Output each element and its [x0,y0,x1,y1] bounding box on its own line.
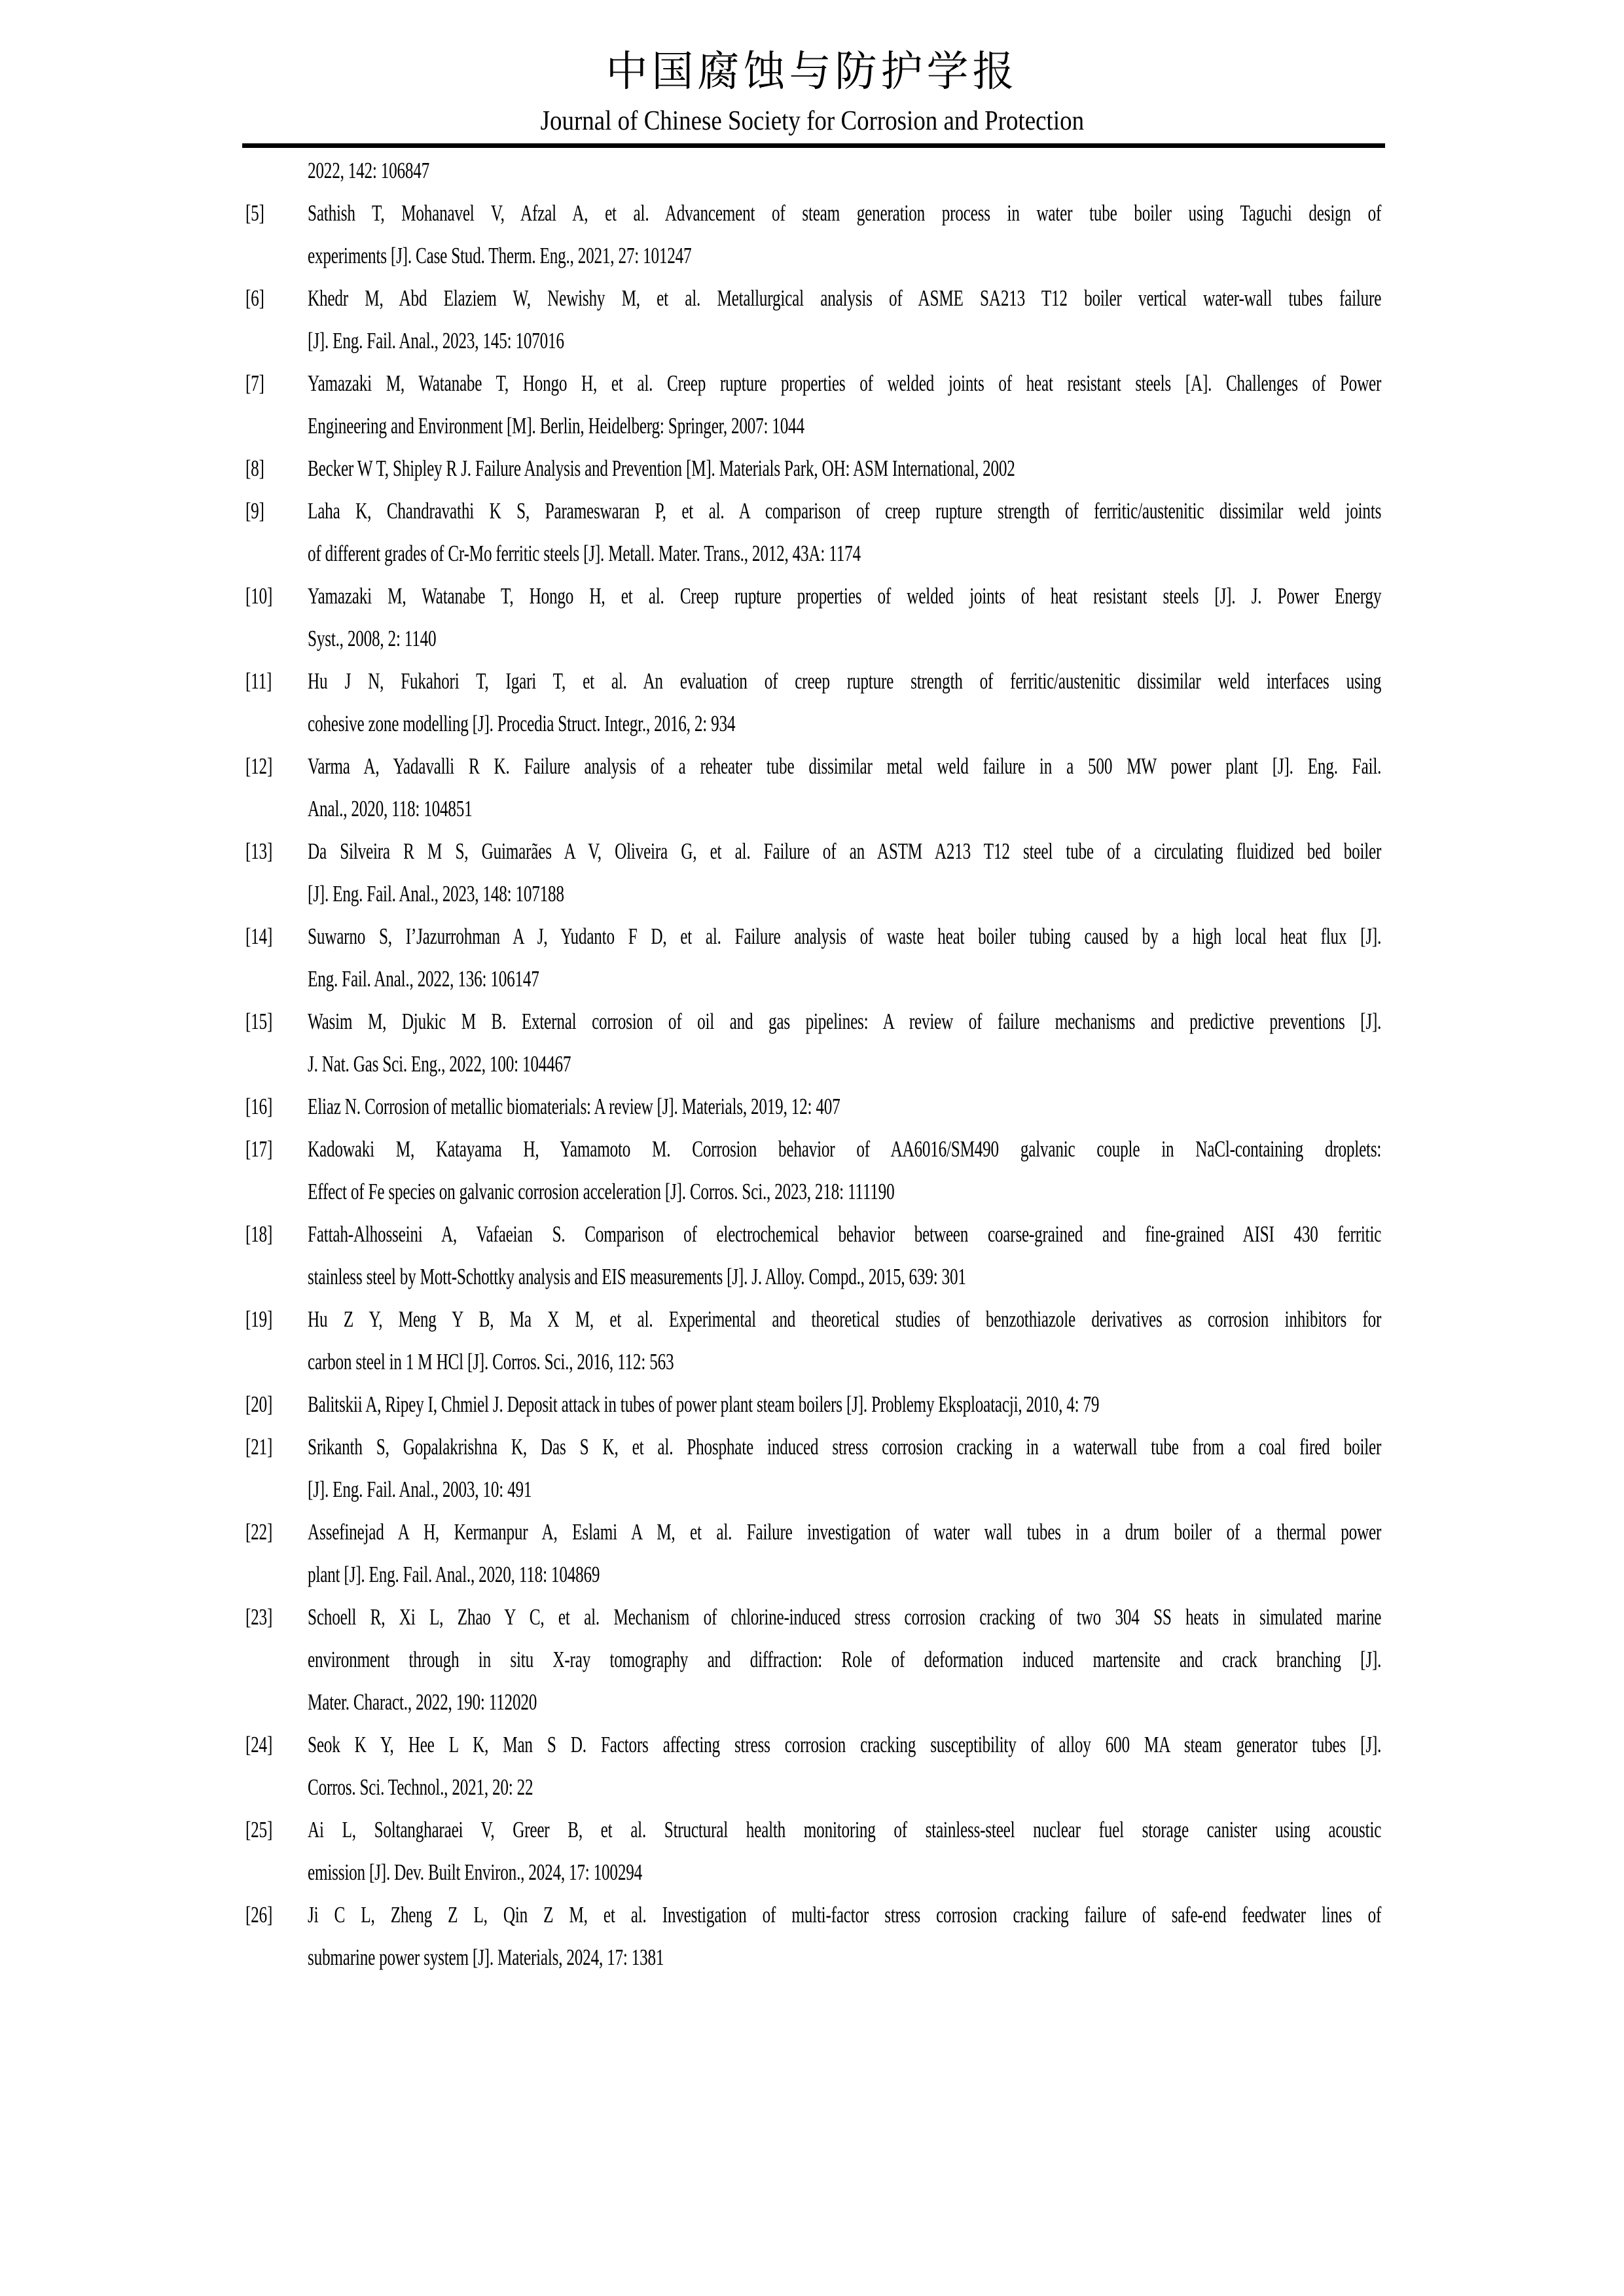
reference-line: J. Nat. Gas Sci. Eng., 2022, 100: 104467 [308,1051,571,1077]
reference-item [245,1298,1381,1383]
reference-line: Hu Z Y, Meng Y B, Ma X M, et al. Experimental and theoretical studies of benzothiazole derivatives as corrosion inhibitors for [308,1306,1382,1332]
reference-line: [J]. Eng. Fail. Anal., 2003, 10: 491 [308,1477,532,1502]
reference-item [245,660,1381,745]
reference-label: [21] [245,1434,273,1460]
reference-item [245,1723,1381,1808]
journal-title-english [0,103,1624,139]
reference-label: [13] [245,838,273,864]
reference-label: [24] [245,1732,273,1757]
reference-label: [22] [245,1519,273,1545]
reference-item [245,1085,1381,1128]
reference-line: Ai L, Soltangharaei V, Greer B, et al. Structural health monitoring of stainless-steel nuclear fuel storage canister using acoustic [308,1817,1382,1842]
reference-line: Varma A, Yadavalli R K. Failure analysis of a reheater tube dissimilar metal weld failure in a 500 MW power plant [J]. Eng. Fail. [308,753,1382,779]
reference-label: [9] [245,498,264,524]
reference-line: [J]. Eng. Fail. Anal., 2023, 148: 107188 [308,881,564,906]
reference-line: [J]. Eng. Fail. Anal., 2023, 145: 107016 [308,328,564,353]
reference-label: [18] [245,1221,273,1247]
reference-line: cohesive zone modelling [J]. Procedia Struct. Integr., 2016, 2: 934 [308,711,736,736]
reference-line: Eng. Fail. Anal., 2022, 136: 106147 [308,966,539,992]
reference-line: Ji C L, Zheng Z L, Qin Z M, et al. Investigation of multi-factor stress corrosion cracking failure of safe-end feedwater lines of [308,1902,1382,1928]
reference-continuation-line: 2022, 142: 106847 [308,158,430,183]
reference-item [245,277,1381,362]
reference-line: emission [J]. Dev. Built Environ., 2024, 17: 100294 [308,1859,642,1885]
reference-line: Kadowaki M, Katayama H, Yamamoto M. Corrosion behavior of AA6016/SM490 galvanic couple in NaCl-containing droplets: [308,1136,1382,1162]
reference-line: Sathish T, Mohanavel V, Afzal A, et al. Advancement of steam generation process in water tube boiler using Taguchi design of [308,200,1382,226]
reference-item [245,830,1381,915]
reference-line: Srikanth S, Gopalakrishna K, Das S K, et al. Phosphate induced stress corrosion cracking in a waterwall tube from a coal fired boiler [308,1434,1382,1460]
reference-item [245,745,1381,830]
reference-label: [7] [245,370,264,396]
reference-item [245,1511,1381,1596]
reference-line: Syst., 2008, 2: 1140 [308,626,437,651]
reference-label: [23] [245,1604,273,1630]
reference-item [245,362,1381,447]
reference-line: Becker W T, Shipley R J. Failure Analysis and Prevention [M]. Materials Park, OH: ASM International, 2002 [308,456,1015,481]
reference-label: [14] [245,924,273,949]
reference-item [245,575,1381,660]
reference-item [245,1426,1381,1511]
reference-line: Schoell R, Xi L, Zhao Y C, et al. Mechanism of chlorine-induced stress corrosion cracking of two 304 SS heats in simulated marine [308,1604,1382,1630]
reference-item [245,490,1381,575]
reference-line: Corros. Sci. Technol., 2021, 20: 22 [308,1774,533,1800]
reference-item [245,1808,1381,1893]
reference-item [245,1383,1381,1426]
journal-title-chinese: 中国腐蚀与防护学报 [605,48,1019,96]
reference-label: [11] [245,668,272,694]
reference-line: Assefinejad A H, Kermanpur A, Eslami A M, et al. Failure investigation of water wall tubes in a drum boiler of a thermal power [308,1519,1382,1545]
reference-item [245,1128,1381,1213]
reference-line: Da Silveira R M S, Guimarães A V, Oliveira G, et al. Failure of an ASTM A213 T12 steel tube of a circulating fluidized bed boiler [308,838,1382,864]
reference-line: Fattah-Alhosseini A, Vafaeian S. Comparison of electrochemical behavior between coarse-grained and fine-grained AISI 430 ferritic [308,1221,1382,1247]
reference-label: [19] [245,1306,273,1332]
reference-label: [12] [245,753,273,779]
reference-item [245,1596,1381,1723]
reference-line: Hu J N, Fukahori T, Igari T, et al. An evaluation of creep rupture strength of ferritic/austenitic dissimilar weld interfaces using [308,668,1382,694]
reference-line: Anal., 2020, 118: 104851 [308,796,473,821]
references-list [245,149,1381,1979]
reference-line: experiments [J]. Case Stud. Therm. Eng., 2021, 27: 101247 [308,243,692,268]
reference-line: Yamazaki M, Watanabe T, Hongo H, et al. Creep rupture properties of welded joints of heat resistant steels [J]. J. Power Energy [308,583,1382,609]
reference-label: [25] [245,1817,273,1842]
reference-line: stainless steel by Mott-Schottky analysis and EIS measurements [J]. J. Alloy. Compd., 2015, 639: 301 [308,1264,966,1289]
reference-line: Laha K, Chandravathi K S, Parameswaran P, et al. A comparison of creep rupture strength of ferritic/austenitic dissimilar weld joints [308,498,1382,524]
reference-item [245,447,1381,490]
reference-line: Seok K Y, Hee L K, Man S D. Factors affecting stress corrosion cracking susceptibility of alloy 600 MA steam generator tubes [J]. [308,1732,1382,1757]
reference-item [245,1000,1381,1085]
reference-line: submarine power system [J]. Materials, 2024, 17: 1381 [308,1945,664,1970]
reference-line: environment through in situ X-ray tomography and diffraction: Role of deformation induced martensite and crack branching [J]. [308,1647,1382,1672]
reference-line: Yamazaki M, Watanabe T, Hongo H, et al. Creep rupture properties of welded joints of heat resistant steels [A]. Challenges of Power [308,370,1382,396]
reference-line: of different grades of Cr-Mo ferritic steels [J]. Metall. Mater. Trans., 2012, 43A: 1174 [308,541,861,566]
reference-label: [5] [245,200,264,226]
reference-label: [20] [245,1391,273,1417]
reference-label: [15] [245,1009,273,1034]
reference-label: [16] [245,1094,273,1119]
reference-label: [17] [245,1136,273,1162]
reference-line: Wasim M, Djukic M B. External corrosion of oil and gas pipelines: A review of failure mechanisms and predictive preventions [J]. [308,1009,1382,1034]
reference-line: Suwarno S, I’Jazurrohman A J, Yudanto F D, et al. Failure analysis of waste heat boiler tubing caused by a high local heat flux [J]. [308,924,1382,949]
reference-label: [10] [245,583,273,609]
reference-label: [6] [245,285,264,311]
reference-label: [26] [245,1902,273,1928]
reference-line: Eliaz N. Corrosion of metallic biomaterials: A review [J]. Materials, 2019, 12: 407 [308,1094,840,1119]
reference-item [245,915,1381,1000]
reference-item [245,1213,1381,1298]
reference-item [245,1893,1381,1979]
header-rule [242,143,1385,148]
reference-line: Balitskii A, Ripey I, Chmiel J. Deposit attack in tubes of power plant steam boilers [J]. Problemy Eksploatacji, 2010, 4: 79 [308,1391,1100,1417]
reference-label: [8] [245,456,264,481]
reference-line: Engineering and Environment [M]. Berlin, Heidelberg: Springer, 2007: 1044 [308,413,804,439]
reference-line: Khedr M, Abd Elaziem W, Newishy M, et al. Metallurgical analysis of ASME SA213 T12 boiler vertical water-wall tubes failure [308,285,1382,311]
reference-line: Effect of Fe species on galvanic corrosion acceleration [J]. Corros. Sci., 2023, 218: 111190 [308,1179,895,1204]
reference-item [245,192,1381,277]
journal-title-english-text: Journal of Chinese Society for Corrosion and Protection [540,106,1084,136]
reference-line: plant [J]. Eng. Fail. Anal., 2020, 118: 104869 [308,1562,600,1587]
reference-line: carbon steel in 1 M HCl [J]. Corros. Sci., 2016, 112: 563 [308,1349,674,1374]
reference-line: Mater. Charact., 2022, 190: 112020 [308,1689,537,1715]
